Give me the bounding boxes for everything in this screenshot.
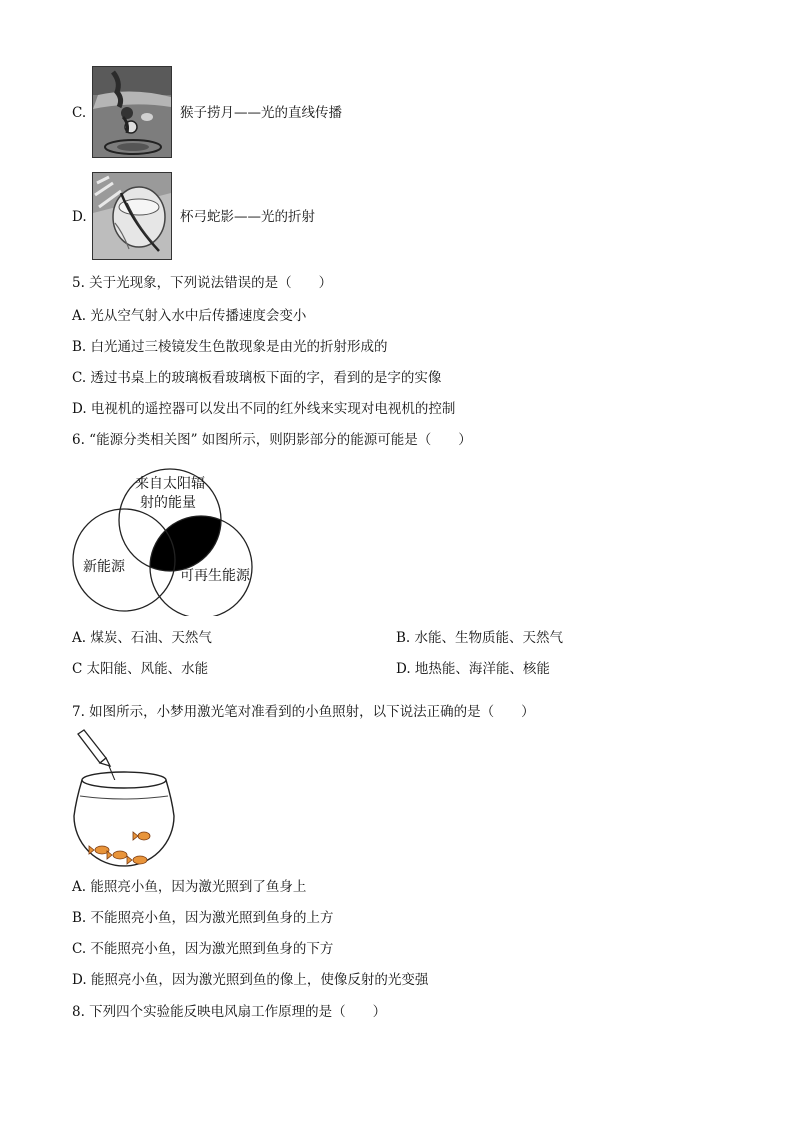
q5-stem: 5. 关于光现象，下列说法错误的是（ ） bbox=[72, 275, 333, 291]
q6-option-d: D. 地热能、海洋能、核能 bbox=[396, 661, 550, 677]
q8-stem: 8. 下列四个实验能反映电风扇工作原理的是（ ） bbox=[72, 1004, 387, 1020]
venn-diagram bbox=[66, 466, 260, 616]
q7-option-d: D. 能照亮小鱼，因为激光照到鱼的像上，使像反射的光变强 bbox=[72, 972, 429, 988]
q5-option-a: A. 光从空气射入水中后传播速度会变小 bbox=[72, 308, 307, 324]
venn-label-left: 新能源 bbox=[83, 559, 125, 575]
monkey-icon bbox=[93, 67, 171, 157]
q6-option-c: C 太阳能、风能、水能 bbox=[72, 661, 209, 677]
q5-option-c: C. 透过书桌上的玻璃板看玻璃板下面的字，看到的是字的实像 bbox=[72, 370, 442, 386]
q5-option-d: D. 电视机的遥控器可以发出不同的红外线来实现对电视机的控制 bbox=[72, 401, 456, 417]
q5-option-b: B. 白光通过三棱镜发生色散现象是由光的折射形成的 bbox=[72, 339, 388, 355]
q6-option-b: B. 水能、生物质能、天然气 bbox=[396, 630, 564, 646]
monkey-moon-image bbox=[92, 66, 172, 158]
q7-option-b: B. 不能照亮小鱼，因为激光照到鱼身的上方 bbox=[72, 910, 334, 926]
q7-option-a: A. 能照亮小鱼，因为激光照到了鱼身上 bbox=[72, 879, 307, 895]
q4-option-d-letter: D. bbox=[72, 209, 87, 225]
venn-label-right: 可再生能源 bbox=[180, 568, 250, 584]
q7-stem: 7. 如图所示，小梦用激光笔对准看到的小鱼照射，以下说法正确的是（ ） bbox=[72, 704, 535, 720]
venn-label-top-2: 射的能量 bbox=[140, 495, 196, 511]
q6-stem: 6. “能源分类相关图” 如图所示，则阴影部分的能源可能是（ ） bbox=[72, 432, 472, 448]
q4-option-c-letter: C. bbox=[72, 105, 87, 121]
cup-bow-image bbox=[92, 172, 172, 260]
q7-option-c: C. 不能照亮小鱼，因为激光照到鱼身的下方 bbox=[72, 941, 334, 957]
venn-label-top-1: 来自太阳辐 bbox=[135, 476, 205, 492]
q4-option-c-text: 猴子捞月——光的直线传播 bbox=[180, 105, 342, 121]
q4-option-d-text: 杯弓蛇影——光的折射 bbox=[180, 209, 315, 225]
cup-icon bbox=[93, 173, 171, 259]
fishbowl-illustration bbox=[68, 728, 180, 870]
q6-option-a: A. 煤炭、石油、天然气 bbox=[72, 630, 212, 646]
